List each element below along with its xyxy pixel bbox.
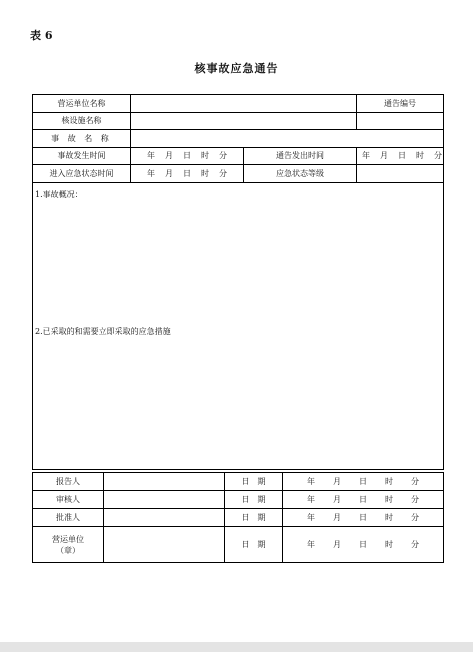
table-number-label: 表 6	[30, 29, 53, 42]
month-unit: 月	[165, 168, 173, 178]
operator-seal-label	[33, 527, 104, 563]
approver-field[interactable]	[104, 509, 225, 527]
date-label: 日 期	[225, 509, 283, 527]
day-unit: 日	[359, 540, 367, 549]
day-unit: 日	[398, 151, 406, 161]
form-title: 核事故应急通告	[194, 62, 279, 75]
reviewer-date-field[interactable]	[283, 491, 444, 509]
day-unit: 日	[359, 495, 367, 504]
reviewer-field[interactable]	[104, 491, 225, 509]
reviewer-label: 审核人	[33, 491, 104, 509]
emergency-entry-field[interactable]	[131, 165, 244, 183]
year-unit: 年	[307, 540, 315, 549]
approver-date-field[interactable]	[283, 509, 444, 527]
occurred-time-field[interactable]	[131, 147, 244, 165]
hour-unit: 时	[385, 495, 393, 504]
day-unit: 日	[359, 513, 367, 522]
section-1-heading: 1.事故概况：	[35, 189, 83, 199]
event-name-label: 事 故 名 称	[33, 130, 131, 148]
operator-seal-line2: （章）	[56, 545, 80, 555]
notes-area[interactable]	[33, 182, 444, 469]
day-unit: 日	[183, 168, 191, 178]
form-row-times	[33, 147, 444, 165]
form-row-event	[33, 130, 444, 148]
section-2-heading: 2.已采取的和需要立即采取的应急措施	[35, 326, 171, 336]
reporter-label: 报告人	[33, 473, 104, 491]
occurred-time-label: 事故发生时间	[33, 147, 131, 165]
month-unit: 月	[380, 151, 388, 161]
operator-seal-field[interactable]	[104, 527, 225, 563]
form-row-emergency	[33, 165, 444, 183]
reporter-date-field[interactable]	[283, 473, 444, 491]
event-name-field[interactable]	[131, 130, 444, 148]
month-unit: 月	[333, 513, 341, 522]
day-unit: 日	[183, 151, 191, 161]
form-row-notes	[33, 182, 444, 469]
hour-unit: 时	[385, 540, 393, 549]
notice-time-field[interactable]	[357, 147, 444, 165]
year-unit: 年	[147, 168, 155, 178]
notice-time-label: 通告发出时间	[244, 147, 357, 165]
signoff-row-reviewer	[33, 491, 444, 509]
signoff-table	[32, 472, 444, 563]
operator-name-label: 营运单位名称	[33, 95, 131, 113]
reporter-field[interactable]	[104, 473, 225, 491]
minute-unit: 分	[411, 477, 419, 486]
operator-name-field[interactable]	[131, 95, 357, 113]
operator-date-field[interactable]	[283, 527, 444, 563]
day-unit: 日	[359, 477, 367, 486]
emergency-level-field[interactable]	[357, 165, 444, 183]
page-bottom-edge	[0, 642, 473, 652]
notice-number-label: 通告编号	[357, 95, 444, 113]
notice-number-field[interactable]	[357, 112, 444, 130]
minute-unit: 分	[411, 540, 419, 549]
emergency-level-label: 应急状态等级	[244, 165, 357, 183]
hour-unit: 时	[416, 151, 424, 161]
facility-name-field[interactable]	[131, 112, 357, 130]
year-unit: 年	[307, 513, 315, 522]
emergency-entry-label: 进入应急状态时间	[33, 165, 131, 183]
hour-unit: 时	[201, 151, 209, 161]
month-unit: 月	[333, 540, 341, 549]
hour-unit: 时	[201, 168, 209, 178]
minute-unit: 分	[411, 513, 419, 522]
form-row-facility	[33, 112, 444, 130]
year-unit: 年	[307, 477, 315, 486]
date-label: 日 期	[225, 473, 283, 491]
year-unit: 年	[147, 151, 155, 161]
year-unit: 年	[307, 495, 315, 504]
notice-form-table	[32, 94, 444, 470]
minute-unit: 分	[219, 151, 227, 161]
year-unit: 年	[362, 151, 370, 161]
minute-unit: 分	[434, 151, 442, 161]
form-row-operator	[33, 95, 444, 113]
operator-seal-line1: 营运单位	[52, 534, 84, 544]
signoff-row-reporter	[33, 473, 444, 491]
minute-unit: 分	[219, 168, 227, 178]
approver-label: 批准人	[33, 509, 104, 527]
facility-name-label: 核设施名称	[33, 112, 131, 130]
month-unit: 月	[165, 151, 173, 161]
hour-unit: 时	[385, 513, 393, 522]
date-label: 日 期	[225, 491, 283, 509]
month-unit: 月	[333, 477, 341, 486]
signoff-row-operator	[33, 527, 444, 563]
signoff-row-approver	[33, 509, 444, 527]
date-label: 日 期	[225, 527, 283, 563]
hour-unit: 时	[385, 477, 393, 486]
month-unit: 月	[333, 495, 341, 504]
minute-unit: 分	[411, 495, 419, 504]
